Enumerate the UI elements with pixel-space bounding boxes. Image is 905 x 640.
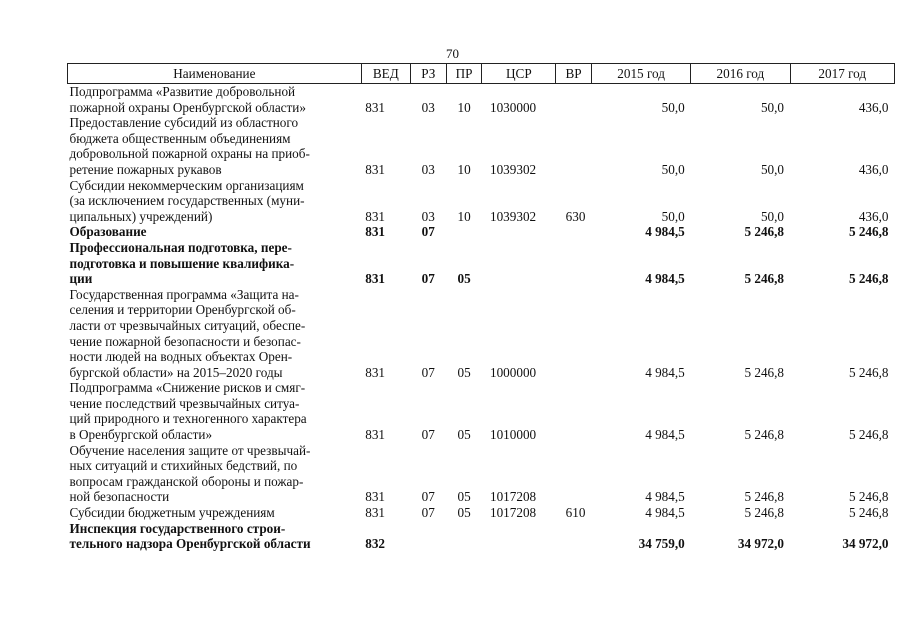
table-row <box>68 84 895 116</box>
table-header-row <box>68 64 895 84</box>
cell-2016: 50,0 <box>760 161 785 177</box>
table-body <box>68 84 895 552</box>
cell-2015: 34 759,0 <box>638 536 685 552</box>
cell-vr: 610 <box>565 505 586 521</box>
cell-vr <box>556 443 592 505</box>
cell-name <box>68 224 362 240</box>
cell-pr: 05 <box>457 271 471 287</box>
table-row <box>68 505 895 521</box>
name-line: Субсидии некоммерческим организациям <box>69 177 304 193</box>
name-line: Инспекция государственного строи- <box>69 520 286 536</box>
name-line: ной безопасности <box>69 489 170 505</box>
cell-2016: 50,0 <box>760 208 785 224</box>
cell-csr: 1017208 <box>489 489 537 505</box>
header-ved: ВЕД <box>361 64 410 84</box>
cell-pr <box>446 521 482 552</box>
table-row <box>68 240 895 287</box>
cell-2015: 4 984,5 <box>645 505 685 521</box>
cell-2016: 5 246,8 <box>744 271 785 287</box>
name-line: ципальных) учреждений) <box>69 208 213 224</box>
cell-2016: 5 246,8 <box>744 489 785 505</box>
cell-2015: 50,0 <box>661 208 685 224</box>
cell-2017: 5 246,8 <box>848 271 889 287</box>
name-line: чение пожарной безопасности и безопас- <box>69 333 301 349</box>
table-row <box>68 443 895 505</box>
cell-csr <box>482 224 556 240</box>
cell-name <box>68 240 362 287</box>
header-vr: ВР <box>556 64 592 84</box>
cell-ved: 831 <box>365 161 386 177</box>
cell-name <box>68 505 362 521</box>
table-row <box>68 380 895 442</box>
header-pr: ПР <box>446 64 482 84</box>
cell-2017: 5 246,8 <box>848 505 889 521</box>
name-line: ласти от чрезвычайных ситуаций, обеспе- <box>69 317 306 333</box>
name-line: ций природного и техногенного характера <box>69 411 307 427</box>
cell-ved: 831 <box>365 271 386 287</box>
name-line: ретение пожарных рукавов <box>69 161 222 177</box>
cell-csr: 1030000 <box>489 99 537 115</box>
cell-pr: 10 <box>457 99 471 115</box>
cell-csr <box>482 240 556 287</box>
cell-name <box>68 115 362 177</box>
cell-vr <box>556 224 592 240</box>
cell-2016: 5 246,8 <box>744 224 785 240</box>
cell-pr: 05 <box>457 364 471 380</box>
name-line: ности людей на водных объектах Орен- <box>69 349 293 365</box>
cell-rz: 03 <box>421 99 435 115</box>
cell-rz: 07 <box>421 224 435 240</box>
name-line: добровольной пожарной охраны на приоб- <box>69 146 310 162</box>
cell-vr <box>556 287 592 381</box>
cell-csr: 1000000 <box>489 364 537 380</box>
cell-2017: 436,0 <box>858 161 889 177</box>
cell-2015: 50,0 <box>661 161 685 177</box>
cell-2017: 5 246,8 <box>848 427 889 443</box>
cell-name <box>68 521 362 552</box>
cell-vr <box>556 380 592 442</box>
cell-rz <box>410 521 446 552</box>
cell-rz: 07 <box>421 427 435 443</box>
cell-csr: 1010000 <box>489 427 537 443</box>
name-line: Подпрограмма «Снижение рисков и смяг- <box>69 380 306 396</box>
cell-ved: 831 <box>365 505 386 521</box>
name-line: ных ситуаций и стихийных бедствий, по <box>69 458 298 474</box>
cell-ved: 832 <box>365 536 386 552</box>
cell-pr: 05 <box>457 505 471 521</box>
cell-2015: 4 984,5 <box>645 489 685 505</box>
cell-vr <box>556 521 592 552</box>
name-line: подготовка и повышение квалифика- <box>69 255 295 271</box>
cell-rz: 03 <box>421 208 435 224</box>
cell-rz: 07 <box>421 364 435 380</box>
cell-vr <box>556 240 592 287</box>
cell-csr: 1039302 <box>489 208 537 224</box>
table-row <box>68 178 895 225</box>
page-number: 70 <box>446 46 459 61</box>
cell-2015: 4 984,5 <box>645 224 685 240</box>
cell-csr: 1017208 <box>489 505 537 521</box>
cell-pr: 05 <box>457 489 471 505</box>
table-row <box>68 115 895 177</box>
cell-pr: 10 <box>457 208 471 224</box>
cell-name <box>68 178 362 225</box>
cell-rz: 07 <box>421 505 435 521</box>
cell-name <box>68 443 362 505</box>
cell-ved: 831 <box>365 427 386 443</box>
name-line: селения и территории Оренбургской об- <box>69 302 296 318</box>
cell-2017: 34 972,0 <box>842 536 889 552</box>
name-line: ции <box>69 271 93 287</box>
cell-name <box>68 380 362 442</box>
cell-vr <box>556 115 592 177</box>
table-row <box>68 224 895 240</box>
cell-pr: 10 <box>457 161 471 177</box>
cell-rz: 03 <box>421 161 435 177</box>
cell-ved: 831 <box>365 208 386 224</box>
cell-ved: 831 <box>365 364 386 380</box>
name-line: (за исключением государственных (муни- <box>69 193 305 209</box>
cell-ved: 831 <box>365 489 386 505</box>
header-rz: РЗ <box>410 64 446 84</box>
cell-rz: 07 <box>421 489 435 505</box>
cell-pr: 05 <box>457 427 471 443</box>
cell-2016: 5 246,8 <box>744 364 785 380</box>
cell-vr <box>556 84 592 116</box>
name-line: Субсидии бюджетным учреждениям <box>69 505 275 521</box>
header-2017: 2017 год <box>790 64 894 84</box>
cell-2016: 5 246,8 <box>744 427 785 443</box>
cell-2016: 5 246,8 <box>744 505 785 521</box>
name-line: тельного надзора Оренбургской области <box>69 536 311 552</box>
cell-2016: 50,0 <box>760 99 785 115</box>
name-line: Подпрограмма «Развитие добровольной <box>69 84 296 99</box>
header-name: Наименование <box>68 64 362 84</box>
cell-ved: 831 <box>365 224 386 240</box>
budget-table <box>67 63 895 552</box>
name-line: Образование <box>69 224 147 240</box>
table-row <box>68 287 895 381</box>
name-line: Профессиональная подготовка, пере- <box>69 239 292 255</box>
name-line: пожарной охраны Оренбургской области» <box>69 99 306 115</box>
name-line: чение последствий чрезвычайных ситуа- <box>69 395 300 411</box>
header-csr: ЦСР <box>482 64 556 84</box>
cell-rz: 07 <box>421 271 435 287</box>
cell-2015: 4 984,5 <box>645 271 685 287</box>
cell-2016: 34 972,0 <box>737 536 785 552</box>
cell-2015: 4 984,5 <box>645 427 685 443</box>
table-row <box>68 521 895 552</box>
cell-name <box>68 84 362 116</box>
cell-csr <box>482 521 556 552</box>
name-line: Государственная программа «Защита на- <box>69 286 299 302</box>
name-line: бургской области» на 2015–2020 годы <box>69 364 283 380</box>
name-line: бюджета общественным объединениям <box>69 130 291 146</box>
cell-2017: 436,0 <box>858 208 889 224</box>
cell-2015: 50,0 <box>661 99 685 115</box>
cell-2017: 5 246,8 <box>848 364 889 380</box>
header-2015: 2015 год <box>591 64 690 84</box>
cell-2017: 436,0 <box>858 99 889 115</box>
name-line: в Оренбургской области» <box>69 427 213 443</box>
cell-2017: 5 246,8 <box>848 489 889 505</box>
cell-2015: 4 984,5 <box>645 364 685 380</box>
cell-vr: 630 <box>565 208 586 224</box>
name-line: Предоставление субсидий из областного <box>69 115 299 131</box>
cell-name <box>68 287 362 381</box>
header-2016: 2016 год <box>691 64 790 84</box>
name-line: вопросам гражданской обороны и пожар- <box>69 473 304 489</box>
cell-ved: 831 <box>365 99 386 115</box>
cell-csr: 1039302 <box>489 161 537 177</box>
name-line: Обучение населения защите от чрезвычай- <box>69 442 311 458</box>
cell-2017: 5 246,8 <box>848 224 889 240</box>
cell-pr <box>446 224 482 240</box>
